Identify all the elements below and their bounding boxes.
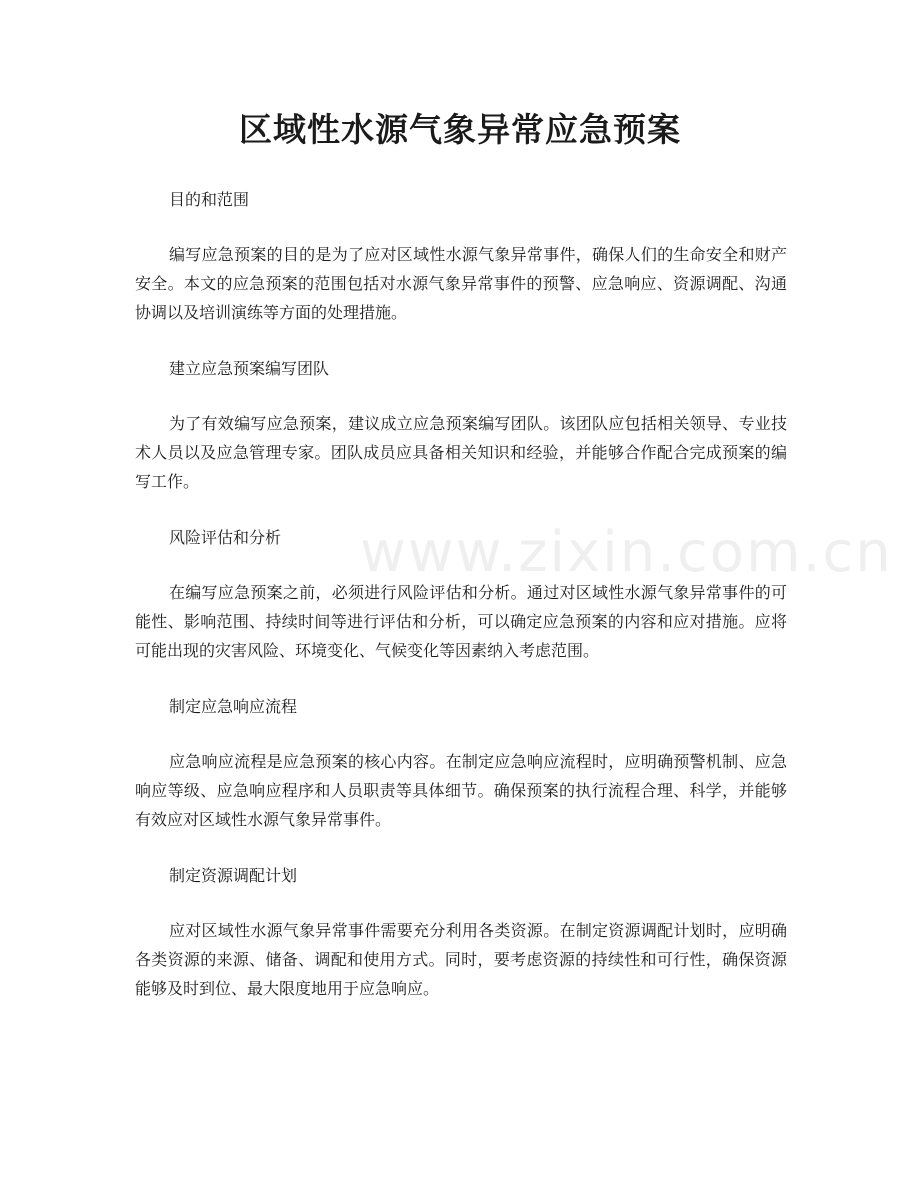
section-heading: 制定资源调配计划	[169, 866, 298, 885]
section-paragraph: 在编写应急预案之前，必须进行风险评估和分析。通过对区域性水源气象异常事件的可能性、影响范围、持续时间等进行评估和分析，可以确定应急预案的内容和应对措施。应将可能出现的灾害风险、环境变化、气候变化等因素纳入考虑范围。	[135, 583, 787, 660]
document-body	[135, 182, 787, 1027]
watermark: www.zixin.com.cn	[360, 520, 893, 585]
section-paragraph: 应对区域性水源气象异常事件需要充分利用各类资源。在制定资源调配计划时，应明确各类资源的来源、储备、调配和使用方式。同时，要考虑资源的持续性和可行性，确保资源能够及时到位、最大限度地用于应急响应。	[135, 921, 787, 998]
section-heading: 制定应急响应流程	[169, 697, 298, 716]
section-paragraph: 为了有效编写应急预案，建议成立应急预案编写团队。该团队应包括相关领导、专业技术人员以及应急管理专家。团队成员应具备相关知识和经验，并能够合作配合完成预案的编写工作。	[135, 414, 787, 491]
section-paragraph: 应急响应流程是应急预案的核心内容。在制定应急响应流程时，应明确预警机制、应急响应等级、应急响应程序和人员职责等具体细节。确保预案的执行流程合理、科学，并能够有效应对区域性水源气象异常事件。	[135, 752, 787, 829]
section-paragraph: 编写应急预案的目的是为了应对区域性水源气象异常事件，确保人们的生命安全和财产安全。本文的应急预案的范围包括对水源气象异常事件的预警、应急响应、资源调配、沟通协调以及培训演练等方面的处理措施。	[135, 245, 787, 322]
section-heading: 目的和范围	[169, 190, 250, 209]
section-heading: 风险评估和分析	[169, 528, 282, 547]
document-title: 区域性水源气象异常应急预案	[239, 110, 681, 149]
section-heading: 建立应急预案编写团队	[169, 359, 330, 378]
